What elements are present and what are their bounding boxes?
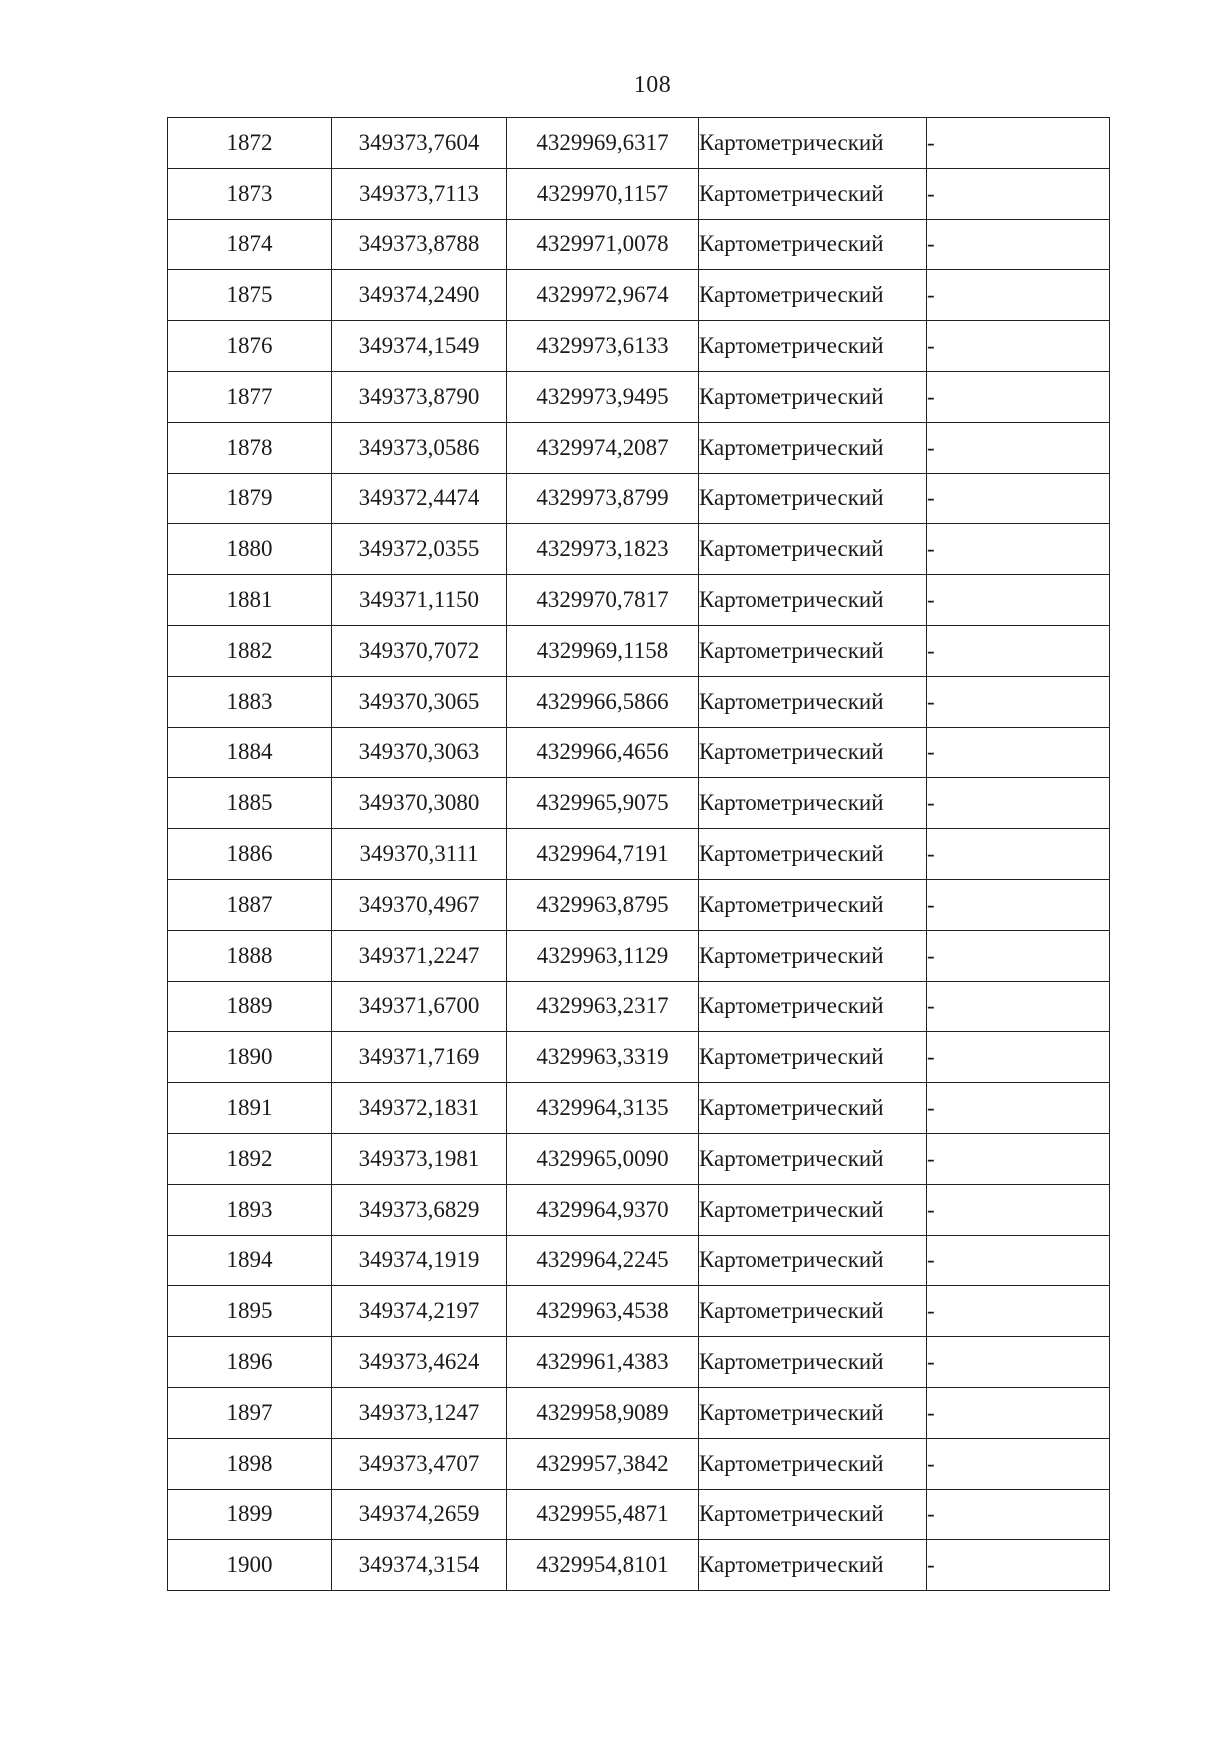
x-coordinate-cell: 349374,2490: [332, 270, 507, 321]
table-row: [168, 829, 1110, 880]
point-number-cell: 1873: [168, 168, 332, 219]
note-cell: -: [927, 1540, 1110, 1591]
point-number-cell: 1891: [168, 1083, 332, 1134]
y-coordinate-cell: 4329969,1158: [507, 625, 699, 676]
y-coordinate-cell: 4329963,3319: [507, 1032, 699, 1083]
point-number-cell: 1879: [168, 473, 332, 524]
y-coordinate-cell: 4329973,1823: [507, 524, 699, 575]
table-row: [168, 270, 1110, 321]
table-row: [168, 1387, 1110, 1438]
table-row: [168, 524, 1110, 575]
x-coordinate-cell: 349373,8790: [332, 371, 507, 422]
table-row: [168, 1540, 1110, 1591]
method-cell: Картометрический: [699, 1083, 927, 1134]
note-cell: -: [927, 1032, 1110, 1083]
method-cell: Картометрический: [699, 727, 927, 778]
method-cell: Картометрический: [699, 778, 927, 829]
point-number-cell: 1882: [168, 625, 332, 676]
x-coordinate-cell: 349373,7604: [332, 118, 507, 169]
point-number-cell: 1889: [168, 981, 332, 1032]
y-coordinate-cell: 4329965,0090: [507, 1133, 699, 1184]
method-cell: Картометрический: [699, 829, 927, 880]
point-number-cell: 1880: [168, 524, 332, 575]
y-coordinate-cell: 4329963,8795: [507, 879, 699, 930]
y-coordinate-cell: 4329966,4656: [507, 727, 699, 778]
x-coordinate-cell: 349371,7169: [332, 1032, 507, 1083]
point-number-cell: 1885: [168, 778, 332, 829]
table-row: [168, 1438, 1110, 1489]
point-number-cell: 1898: [168, 1438, 332, 1489]
x-coordinate-cell: 349372,4474: [332, 473, 507, 524]
note-cell: -: [927, 422, 1110, 473]
table-row: [168, 981, 1110, 1032]
page-number: 108: [633, 72, 672, 98]
point-number-cell: 1896: [168, 1337, 332, 1388]
note-cell: -: [927, 270, 1110, 321]
method-cell: Картометрический: [699, 1184, 927, 1235]
point-number-cell: 1872: [168, 118, 332, 169]
x-coordinate-cell: 349371,2247: [332, 930, 507, 981]
table-row: [168, 118, 1110, 169]
point-number-cell: 1877: [168, 371, 332, 422]
point-number-cell: 1887: [168, 879, 332, 930]
table-row: [168, 1083, 1110, 1134]
y-coordinate-cell: 4329958,9089: [507, 1387, 699, 1438]
x-coordinate-cell: 349370,3080: [332, 778, 507, 829]
x-coordinate-cell: 349370,4967: [332, 879, 507, 930]
table-row: [168, 371, 1110, 422]
table-row: [168, 879, 1110, 930]
y-coordinate-cell: 4329963,4538: [507, 1286, 699, 1337]
y-coordinate-cell: 4329971,0078: [507, 219, 699, 270]
table-row: [168, 1032, 1110, 1083]
note-cell: -: [927, 1083, 1110, 1134]
x-coordinate-cell: 349370,7072: [332, 625, 507, 676]
point-number-cell: 1897: [168, 1387, 332, 1438]
method-cell: Картометрический: [699, 1133, 927, 1184]
method-cell: Картометрический: [699, 473, 927, 524]
x-coordinate-cell: 349373,1981: [332, 1133, 507, 1184]
x-coordinate-cell: 349372,0355: [332, 524, 507, 575]
y-coordinate-cell: 4329966,5866: [507, 676, 699, 727]
method-cell: Картометрический: [699, 270, 927, 321]
note-cell: -: [927, 1337, 1110, 1388]
x-coordinate-cell: 349374,1549: [332, 321, 507, 372]
method-cell: Картометрический: [699, 1032, 927, 1083]
table-row: [168, 575, 1110, 626]
method-cell: Картометрический: [699, 371, 927, 422]
method-cell: Картометрический: [699, 625, 927, 676]
point-number-cell: 1890: [168, 1032, 332, 1083]
note-cell: -: [927, 473, 1110, 524]
x-coordinate-cell: 349373,4707: [332, 1438, 507, 1489]
x-coordinate-cell: 349374,2659: [332, 1489, 507, 1540]
x-coordinate-cell: 349372,1831: [332, 1083, 507, 1134]
table-row: [168, 1184, 1110, 1235]
point-number-cell: 1875: [168, 270, 332, 321]
y-coordinate-cell: 4329955,4871: [507, 1489, 699, 1540]
note-cell: -: [927, 727, 1110, 778]
x-coordinate-cell: 349371,1150: [332, 575, 507, 626]
table-row: [168, 1133, 1110, 1184]
y-coordinate-cell: 4329964,7191: [507, 829, 699, 880]
y-coordinate-cell: 4329974,2087: [507, 422, 699, 473]
table-row: [168, 1489, 1110, 1540]
y-coordinate-cell: 4329973,6133: [507, 321, 699, 372]
x-coordinate-cell: 349371,6700: [332, 981, 507, 1032]
x-coordinate-cell: 349370,3063: [332, 727, 507, 778]
method-cell: Картометрический: [699, 1438, 927, 1489]
table-row: [168, 1286, 1110, 1337]
y-coordinate-cell: 4329972,9674: [507, 270, 699, 321]
point-number-cell: 1894: [168, 1235, 332, 1286]
point-number-cell: 1900: [168, 1540, 332, 1591]
note-cell: -: [927, 1438, 1110, 1489]
table-row: [168, 625, 1110, 676]
y-coordinate-cell: 4329961,4383: [507, 1337, 699, 1388]
y-coordinate-cell: 4329970,1157: [507, 168, 699, 219]
x-coordinate-cell: 349373,7113: [332, 168, 507, 219]
x-coordinate-cell: 349374,2197: [332, 1286, 507, 1337]
point-number-cell: 1886: [168, 829, 332, 880]
coordinates-table: [167, 117, 1110, 1591]
method-cell: Картометрический: [699, 321, 927, 372]
method-cell: Картометрический: [699, 524, 927, 575]
y-coordinate-cell: 4329957,3842: [507, 1438, 699, 1489]
note-cell: -: [927, 930, 1110, 981]
y-coordinate-cell: 4329964,3135: [507, 1083, 699, 1134]
y-coordinate-cell: 4329963,1129: [507, 930, 699, 981]
method-cell: Картометрический: [699, 422, 927, 473]
method-cell: Картометрический: [699, 1489, 927, 1540]
y-coordinate-cell: 4329964,9370: [507, 1184, 699, 1235]
method-cell: Картометрический: [699, 930, 927, 981]
method-cell: Картометрический: [699, 575, 927, 626]
table-row: [168, 473, 1110, 524]
point-number-cell: 1899: [168, 1489, 332, 1540]
y-coordinate-cell: 4329969,6317: [507, 118, 699, 169]
x-coordinate-cell: 349373,1247: [332, 1387, 507, 1438]
point-number-cell: 1883: [168, 676, 332, 727]
table-row: [168, 321, 1110, 372]
note-cell: -: [927, 1387, 1110, 1438]
note-cell: -: [927, 1184, 1110, 1235]
note-cell: -: [927, 829, 1110, 880]
table-row: [168, 930, 1110, 981]
note-cell: -: [927, 1286, 1110, 1337]
y-coordinate-cell: 4329973,9495: [507, 371, 699, 422]
x-coordinate-cell: 349373,6829: [332, 1184, 507, 1235]
y-coordinate-cell: 4329970,7817: [507, 575, 699, 626]
method-cell: Картометрический: [699, 1387, 927, 1438]
note-cell: -: [927, 575, 1110, 626]
note-cell: -: [927, 625, 1110, 676]
table-body: [168, 118, 1110, 1591]
table-row: [168, 1337, 1110, 1388]
method-cell: Картометрический: [699, 879, 927, 930]
note-cell: -: [927, 168, 1110, 219]
point-number-cell: 1878: [168, 422, 332, 473]
y-coordinate-cell: 4329954,8101: [507, 1540, 699, 1591]
table-row: [168, 727, 1110, 778]
note-cell: -: [927, 524, 1110, 575]
x-coordinate-cell: 349370,3111: [332, 829, 507, 880]
method-cell: Картометрический: [699, 1235, 927, 1286]
method-cell: Картометрический: [699, 118, 927, 169]
x-coordinate-cell: 349370,3065: [332, 676, 507, 727]
note-cell: -: [927, 219, 1110, 270]
point-number-cell: 1874: [168, 219, 332, 270]
point-number-cell: 1892: [168, 1133, 332, 1184]
method-cell: Картометрический: [699, 981, 927, 1032]
note-cell: -: [927, 676, 1110, 727]
table-row: [168, 778, 1110, 829]
method-cell: Картометрический: [699, 676, 927, 727]
y-coordinate-cell: 4329973,8799: [507, 473, 699, 524]
y-coordinate-cell: 4329963,2317: [507, 981, 699, 1032]
x-coordinate-cell: 349374,3154: [332, 1540, 507, 1591]
method-cell: Картометрический: [699, 219, 927, 270]
note-cell: -: [927, 118, 1110, 169]
y-coordinate-cell: 4329965,9075: [507, 778, 699, 829]
x-coordinate-cell: 349373,0586: [332, 422, 507, 473]
method-cell: Картометрический: [699, 168, 927, 219]
method-cell: Картометрический: [699, 1540, 927, 1591]
point-number-cell: 1893: [168, 1184, 332, 1235]
point-number-cell: 1895: [168, 1286, 332, 1337]
method-cell: Картометрический: [699, 1337, 927, 1388]
note-cell: -: [927, 1235, 1110, 1286]
point-number-cell: 1881: [168, 575, 332, 626]
point-number-cell: 1888: [168, 930, 332, 981]
note-cell: -: [927, 981, 1110, 1032]
note-cell: -: [927, 1133, 1110, 1184]
note-cell: -: [927, 1489, 1110, 1540]
x-coordinate-cell: 349374,1919: [332, 1235, 507, 1286]
note-cell: -: [927, 321, 1110, 372]
table-row: [168, 168, 1110, 219]
x-coordinate-cell: 349373,8788: [332, 219, 507, 270]
note-cell: -: [927, 778, 1110, 829]
y-coordinate-cell: 4329964,2245: [507, 1235, 699, 1286]
method-cell: Картометрический: [699, 1286, 927, 1337]
table-row: [168, 422, 1110, 473]
point-number-cell: 1884: [168, 727, 332, 778]
note-cell: -: [927, 879, 1110, 930]
note-cell: -: [927, 371, 1110, 422]
table-row: [168, 1235, 1110, 1286]
point-number-cell: 1876: [168, 321, 332, 372]
table-row: [168, 219, 1110, 270]
x-coordinate-cell: 349373,4624: [332, 1337, 507, 1388]
table-row: [168, 676, 1110, 727]
